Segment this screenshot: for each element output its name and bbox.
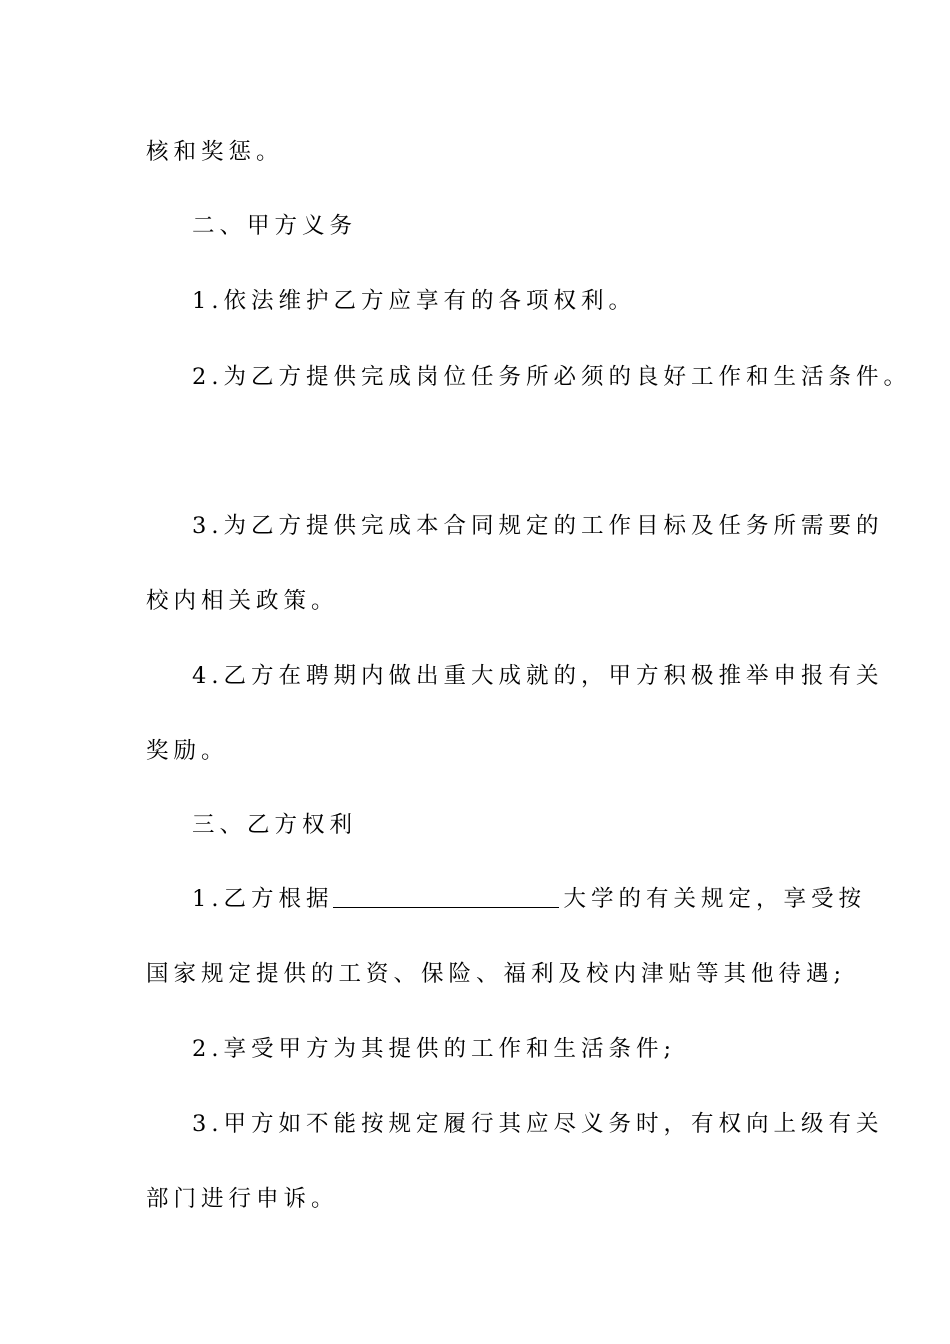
clause-b3: 3.甲方如不能按规定履行其应尽义务时，有权向上级有关	[192, 1111, 884, 1137]
university-name-blank	[333, 885, 559, 908]
clause-b1	[192, 884, 866, 914]
clause-b3-continuation: 部门进行申诉。	[146, 1186, 339, 1212]
clause-b1-prefix: 1.乙方根据	[192, 886, 334, 912]
clause-a4: 4.乙方在聘期内做出重大成就的，甲方积极推举申报有关	[192, 663, 884, 689]
clause-b1-suffix: 大学的有关规定，享受按	[563, 886, 866, 912]
clause-b2: 2.享受甲方为其提供的工作和生活条件;	[192, 1036, 677, 1062]
clause-b1-continuation: 国家规定提供的工资、保险、福利及校内津贴等其他待遇;	[146, 961, 847, 987]
clause-a4-continuation: 奖励。	[146, 738, 229, 764]
section-heading-party-a-obligations: 二、甲方义务	[192, 213, 358, 239]
section-heading-party-b-rights: 三、乙方权利	[192, 812, 358, 838]
clause-a1: 1.依法维护乙方应享有的各项权利。	[192, 288, 636, 314]
paragraph-continuation: 核和奖惩。	[146, 139, 284, 165]
clause-a2: 2.为乙方提供完成岗位任务所必须的良好工作和生活条件。	[192, 364, 911, 390]
clause-a3-continuation: 校内相关政策。	[146, 588, 339, 614]
clause-a3: 3.为乙方提供完成本合同规定的工作目标及任务所需要的	[192, 513, 884, 539]
